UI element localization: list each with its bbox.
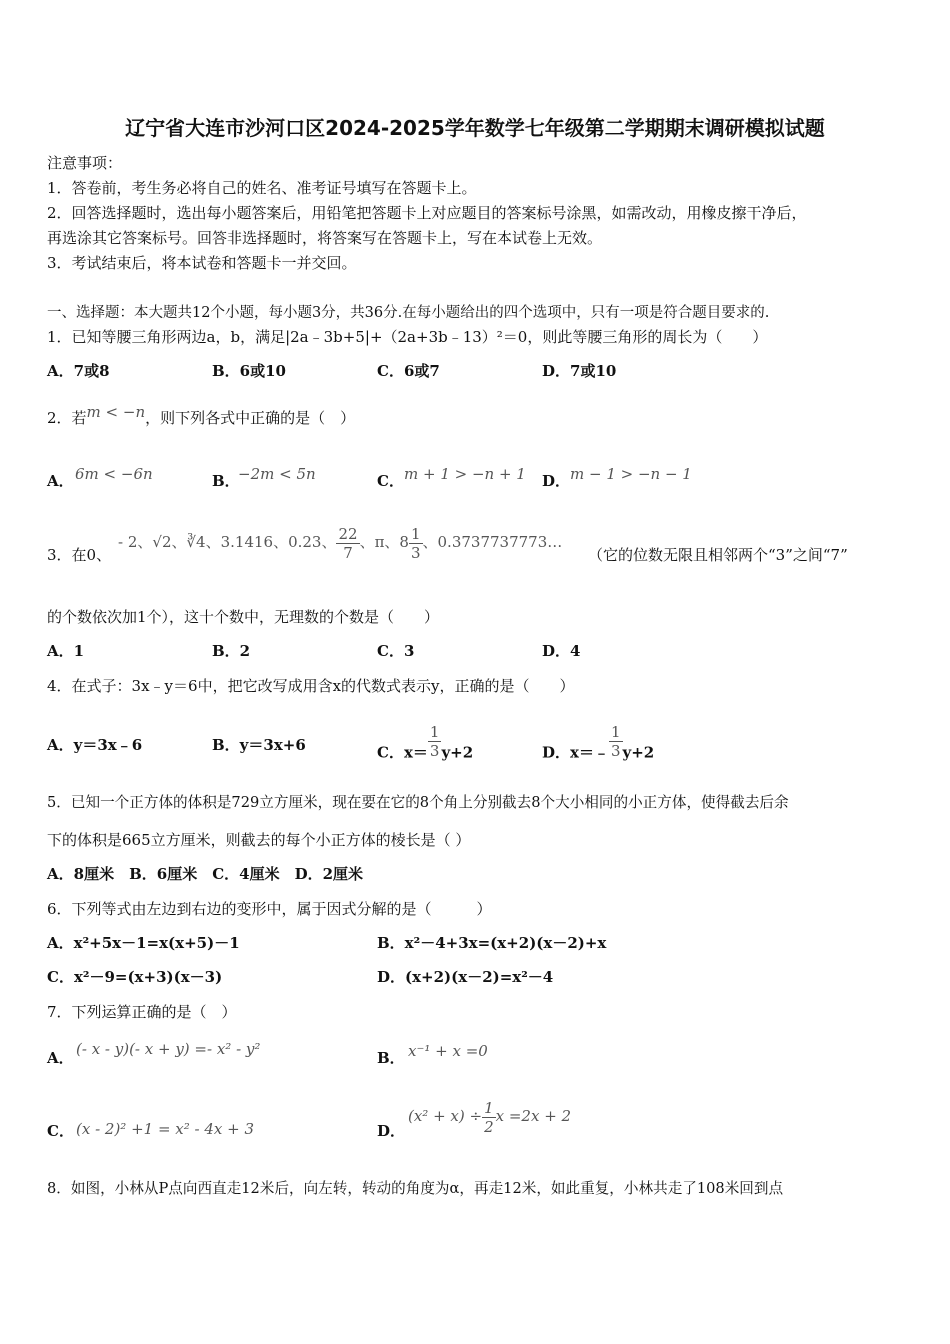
q2-label-d: D． [542,472,571,490]
q2-option-c: m + 1 > −n + 1 [404,465,526,483]
q4-fraction-1-3: $\frac{1}{3}$ [429,723,440,760]
q1-option-a: A．7或8 [47,362,110,380]
q1-option-c: C．6或7 [377,362,440,380]
q7-fraction-1-2: $\frac{1}{2}$ [484,1098,494,1136]
notice-item-1: 1．答卷前，考生务必将自己的姓名、准考证号填写在答题卡上。 [47,179,477,197]
q2-label-c: C． [377,472,404,490]
q2-option-b: −2m < 5n [238,465,316,483]
q7-option-d [408,1096,571,1136]
section-heading: 一、选择题：本大题共12个小题，每小题3分，共36分.在每小题给出的四个选项中，只有一项是符合题目要求的. [47,305,770,321]
q3-fraction-22-7: $\frac{22}{7}$ [338,524,358,562]
q3-option-b: B．2 [212,642,251,660]
notice-heading: 注意事项： [47,154,123,172]
q7-label-b: B． [377,1049,405,1067]
question-8-stem: 8．如图，小林从P点向西直走12米后，向左转，转动的角度为α，再走12米，如此重复，小林共走了108米回到点 [47,1180,784,1197]
q4-option-d [542,723,655,772]
q2-label-a: A． [47,472,74,490]
q4-option-a: A．y＝3x﹣6 [47,736,143,754]
q7-option-d-post: x =2x + 2 [495,1107,572,1125]
notice-item-2-cont: 再选涂其它答案标号。回答非选择题时，将答案写在答题卡上，写在本试卷上无效。 [47,229,603,247]
q4-fraction-1-3-d: $\frac{1}{3}$ [610,723,621,760]
question-4-stem: 4．在式子：3x﹣y＝6中，把它改写成用含x的代数式表示y，正确的是（ ） [47,677,575,695]
q5-options: A．8厘米 B．6厘米 C．4厘米 D．2厘米 [47,865,364,883]
q7-option-c: (x - 2)² +1 = x² - 4x + 3 [76,1120,255,1138]
notice-item-2: 2．回答选择题时，选出每小题答案后，用铅笔把答题卡上对应题目的答案标号涂黑，如需改动，用橡皮擦干净后， [47,204,807,222]
notice-item-3: 3．考试结束后，将本试卷和答题卡一并交回。 [47,254,357,272]
q2-stem-pre: 2．若 [47,409,87,427]
q4-option-c [377,723,474,772]
q7-label-c: C． [47,1122,74,1140]
q7-option-b: x⁻¹ + x =0 [408,1042,488,1060]
q3-stem-post: （它的位数无限且相邻两个“3”之间“7” [588,546,848,564]
q3-list-part2: 、π、8 [359,533,409,551]
q3-option-a: A．1 [47,642,85,660]
question-1-stem: 1．已知等腰三角形两边a，b，满足|2a﹣3b+5|+（2a+3b﹣13）²＝0，则此等腰三角形的周长为（ ） [47,328,768,346]
q3-number-list [118,520,562,564]
q1-option-b: B．6或10 [212,362,286,380]
q3-option-d: D．4 [542,642,581,660]
q4-option-b: B．y＝3x+6 [212,736,306,754]
question-2-stem [47,403,356,428]
q3-stem-pre: 3．在0、 [47,546,112,564]
question-5-line1: 5．已知一个正方体的体积是729立方厘米，现在要在它的8个角上分别截去8个大小相同的小正方体，使得截去后余 [47,794,789,811]
q7-label-a: A． [47,1049,74,1067]
q7-option-d-pre: (x² + x) ÷ [408,1107,483,1125]
q3-list-part3: 、0.3737737773… [422,533,563,551]
question-7-stem: 7．下列运算正确的是（ ） [47,1003,237,1021]
q2-condition-math: m < −n [86,403,146,421]
q4-option-c-post: y+2 [441,743,474,762]
q6-option-c: C．x²－9=(x+3)(x－3) [47,968,223,986]
q2-option-a: 6m < −6n [75,465,153,483]
q3-list-part1: - 2、√2、∛4、3.1416、0.23、 [118,533,337,551]
page-title: 辽宁省大连市沙河口区2024-2025学年数学七年级第二学期期末调研模拟试题 [125,116,825,140]
q3-option-c: C．3 [377,642,415,660]
q2-option-d: m − 1 > −n − 1 [570,465,692,483]
q6-option-d: D．(x+2)(x－2)=x²－4 [377,968,554,986]
q4-option-d-post: y+2 [622,743,655,762]
q2-label-b: B． [212,472,240,490]
question-6-stem: 6．下列等式由左边到右边的变形中，属于因式分解的是（ ） [47,900,492,918]
q1-option-d: D．7或10 [542,362,617,380]
q4-option-c-pre: C．x＝ [377,743,428,762]
q6-option-b: B．x²－4+3x=(x+2)(x－2)+x [377,934,607,952]
q4-option-d-pre: D．x＝﹣ [542,743,609,762]
q2-stem-post: ，则下列各式中正确的是（ ） [145,409,356,427]
q3-fraction-1-3: $\frac{1}{3}$ [410,524,421,562]
question-5-line2: 下的体积是665立方厘米，则截去的每个小正方体的棱长是（ ） [47,831,471,849]
q7-label-d: D． [377,1122,406,1140]
q6-option-a: A．x²+5x－1=x(x+5)－1 [47,934,240,952]
q3-stem-line2: 的个数依次加1个），这十个数中，无理数的个数是（ ） [47,608,440,626]
q7-option-a: (- x - y)(- x + y) =- x² - y² [76,1040,261,1058]
